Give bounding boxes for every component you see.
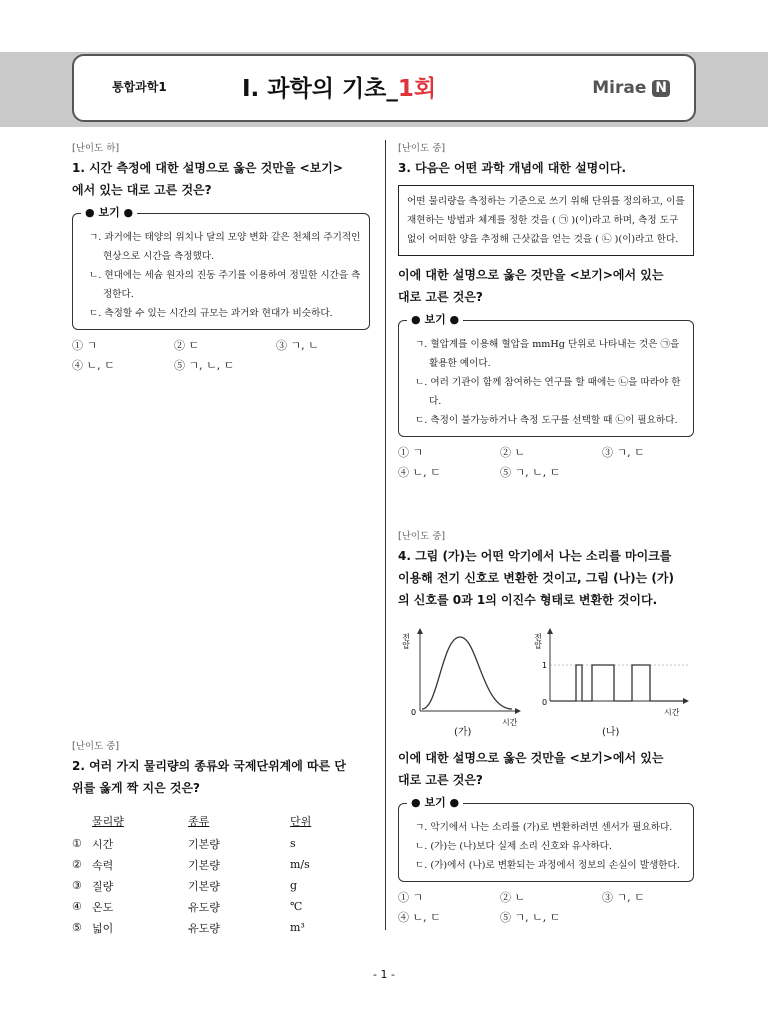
choice-4[interactable]: ④ ㄴ, ㄷ <box>72 359 115 372</box>
bogi-box <box>398 796 694 882</box>
digital-wave <box>550 665 686 701</box>
mirae-logo <box>592 78 670 98</box>
concept-box: 어떤 물리량을 측정하는 기준으로 쓰기 위해 단위를 정의하고, 이를 재현하는 방법과 체계를 정한 것을 ( ㉠ )(이)라고 하며, 측정 도구 없이 어떠한 양을 추정해 근삿값을 얻는 것을 ( ㉡ )(이)라고 한다. <box>398 185 694 256</box>
bogi-label: ● 보기 ● <box>407 312 463 328</box>
header-kind: 종류 <box>188 815 210 828</box>
choice-1[interactable]: ① ㄱ <box>398 891 424 904</box>
question-stem: 3. 다음은 어떤 과학 개념에 대한 설명이다. <box>398 161 627 175</box>
question-4 <box>398 528 694 928</box>
choice-3[interactable]: ③ ㄱ, ㄷ <box>602 891 645 904</box>
title-main: Ⅰ. 과학의 기초_ <box>242 76 398 102</box>
bogi-item: ㄷ. 측정할 수 있는 시간의 규모는 과거와 현대가 비슷하다. <box>89 308 333 319</box>
question-stem: 1. 시간 측정에 대한 설명으로 옳은 것만을 <보기> 에서 있는 대로 고른 것은? <box>72 161 343 197</box>
bogi-box <box>398 313 694 437</box>
table-row[interactable]: ⑤ 넓이 유도량 m³ <box>72 921 305 935</box>
table-row[interactable]: ③ 질량 기본량 g <box>72 879 298 893</box>
table-header-row <box>72 813 350 833</box>
graph-b-caption: (나) <box>602 727 620 738</box>
graph-b-ylabel: 전압 <box>533 633 543 649</box>
graph-a-caption: (가) <box>454 727 472 738</box>
answer-choices <box>398 443 694 483</box>
choice-2[interactable]: ② ㄴ <box>500 891 526 904</box>
bogi-item: ㄴ. 현대에는 세슘 원자의 진동 주기를 이용하여 정밀한 시간을 측정한다. <box>89 270 361 300</box>
question-1 <box>72 140 370 376</box>
graph-b-xlabel: 시간 <box>664 708 680 717</box>
header-quantity: 물리량 <box>92 815 124 828</box>
signal-graphs-svg <box>398 619 694 739</box>
page-title <box>242 70 436 103</box>
table-row[interactable]: ① 시간 기본량 s <box>72 837 296 851</box>
bogi-item: ㄴ. 여러 기관이 함께 참여하는 연구를 할 때에는 ㉡을 따라야 한다. <box>415 377 681 407</box>
bogi-item: ㄱ. 혈압계를 이용해 혈압을 mmHg 단위로 나타내는 것은 ㉠을 활용한 예이다. <box>415 339 680 369</box>
logo-text: Mirae <box>592 78 647 98</box>
graph-a-ylabel: 전압 <box>401 633 411 649</box>
column-divider <box>385 140 386 930</box>
bogi-item: ㄷ. (가)에서 (나)로 변환되는 과정에서 정보의 손실이 발생한다. <box>415 860 680 871</box>
difficulty-label: [난이도 하] <box>72 143 120 154</box>
graph-a-xlabel: 시간 <box>502 718 518 727</box>
answer-choices <box>398 888 694 928</box>
difficulty-label: [난이도 중] <box>72 741 120 752</box>
graph-b-zero: 0 <box>542 698 548 707</box>
difficulty-label: [난이도 중] <box>398 531 446 542</box>
choice-2[interactable]: ② ㄷ <box>174 339 200 352</box>
analog-wave <box>422 637 512 709</box>
choice-3[interactable]: ③ ㄱ, ㄴ <box>276 339 319 352</box>
digital-signal-graph <box>533 631 688 717</box>
choice-2[interactable]: ② ㄴ <box>500 446 526 459</box>
choice-5[interactable]: ⑤ ㄱ, ㄴ, ㄷ <box>174 359 235 372</box>
choice-1[interactable]: ① ㄱ <box>398 446 424 459</box>
question-2 <box>72 738 370 938</box>
choice-4[interactable]: ④ ㄴ, ㄷ <box>398 911 441 924</box>
graph-b-one: 1 <box>542 661 548 670</box>
bogi-label: ● 보기 ● <box>407 795 463 811</box>
question-prompt: 이에 대한 설명으로 옳은 것만을 <보기>에서 있는 대로 고른 것은? <box>398 268 664 304</box>
subject-label: 통합과학1 <box>112 80 167 94</box>
bogi-box <box>72 206 370 330</box>
bogi-label: ● 보기 ● <box>81 205 137 221</box>
signal-graphs <box>398 619 694 739</box>
header-unit: 단위 <box>290 815 312 828</box>
answer-choices <box>72 336 370 376</box>
analog-signal-graph <box>401 631 518 727</box>
bogi-item: ㄷ. 측정이 불가능하거나 측정 도구를 선택할 때 ㉡이 필요하다. <box>415 415 678 426</box>
bogi-item: ㄴ. (가)는 (나)보다 실제 소리 신호와 유사하다. <box>415 841 612 852</box>
page-header <box>72 54 696 122</box>
choice-5[interactable]: ⑤ ㄱ, ㄴ, ㄷ <box>500 911 561 924</box>
choice-3[interactable]: ③ ㄱ, ㄷ <box>602 446 645 459</box>
graph-a-origin: 0 <box>411 708 417 717</box>
question-stem: 4. 그림 (가)는 어떤 악기에서 나는 소리를 마이크를 이용해 전기 신호로 변환한 것이고, 그림 (나)는 (가) 의 신호를 0과 1의 이진수 형태로 변환한 것이다. <box>398 549 674 607</box>
choice-5[interactable]: ⑤ ㄱ, ㄴ, ㄷ <box>500 466 561 479</box>
choice-4[interactable]: ④ ㄴ, ㄷ <box>398 466 441 479</box>
choice-1[interactable]: ① ㄱ <box>72 339 98 352</box>
logo-mark-icon: N <box>652 80 670 97</box>
bogi-item: ㄱ. 악기에서 나는 소리를 (가)로 변환하려면 센서가 필요하다. <box>415 822 673 833</box>
table-row[interactable]: ④ 온도 유도량 ℃ <box>72 900 303 914</box>
page-number: - 1 - <box>373 968 395 981</box>
quantity-table <box>72 813 350 938</box>
question-stem: 2. 여러 가지 물리량의 종류와 국제단위계에 따른 단 위를 옳게 짝 지은 것은? <box>72 759 346 795</box>
table-row[interactable]: ② 속력 기본량 m/s <box>72 858 310 872</box>
bogi-item: ㄱ. 과거에는 태양의 위치나 달의 모양 변화 같은 천체의 주기적인 현상으로 시간을 측정했다. <box>89 232 361 262</box>
question-3 <box>398 140 694 483</box>
difficulty-label: [난이도 중] <box>398 143 446 154</box>
title-number: 1회 <box>397 76 437 102</box>
question-prompt: 이에 대한 설명으로 옳은 것만을 <보기>에서 있는 대로 고른 것은? <box>398 751 664 787</box>
